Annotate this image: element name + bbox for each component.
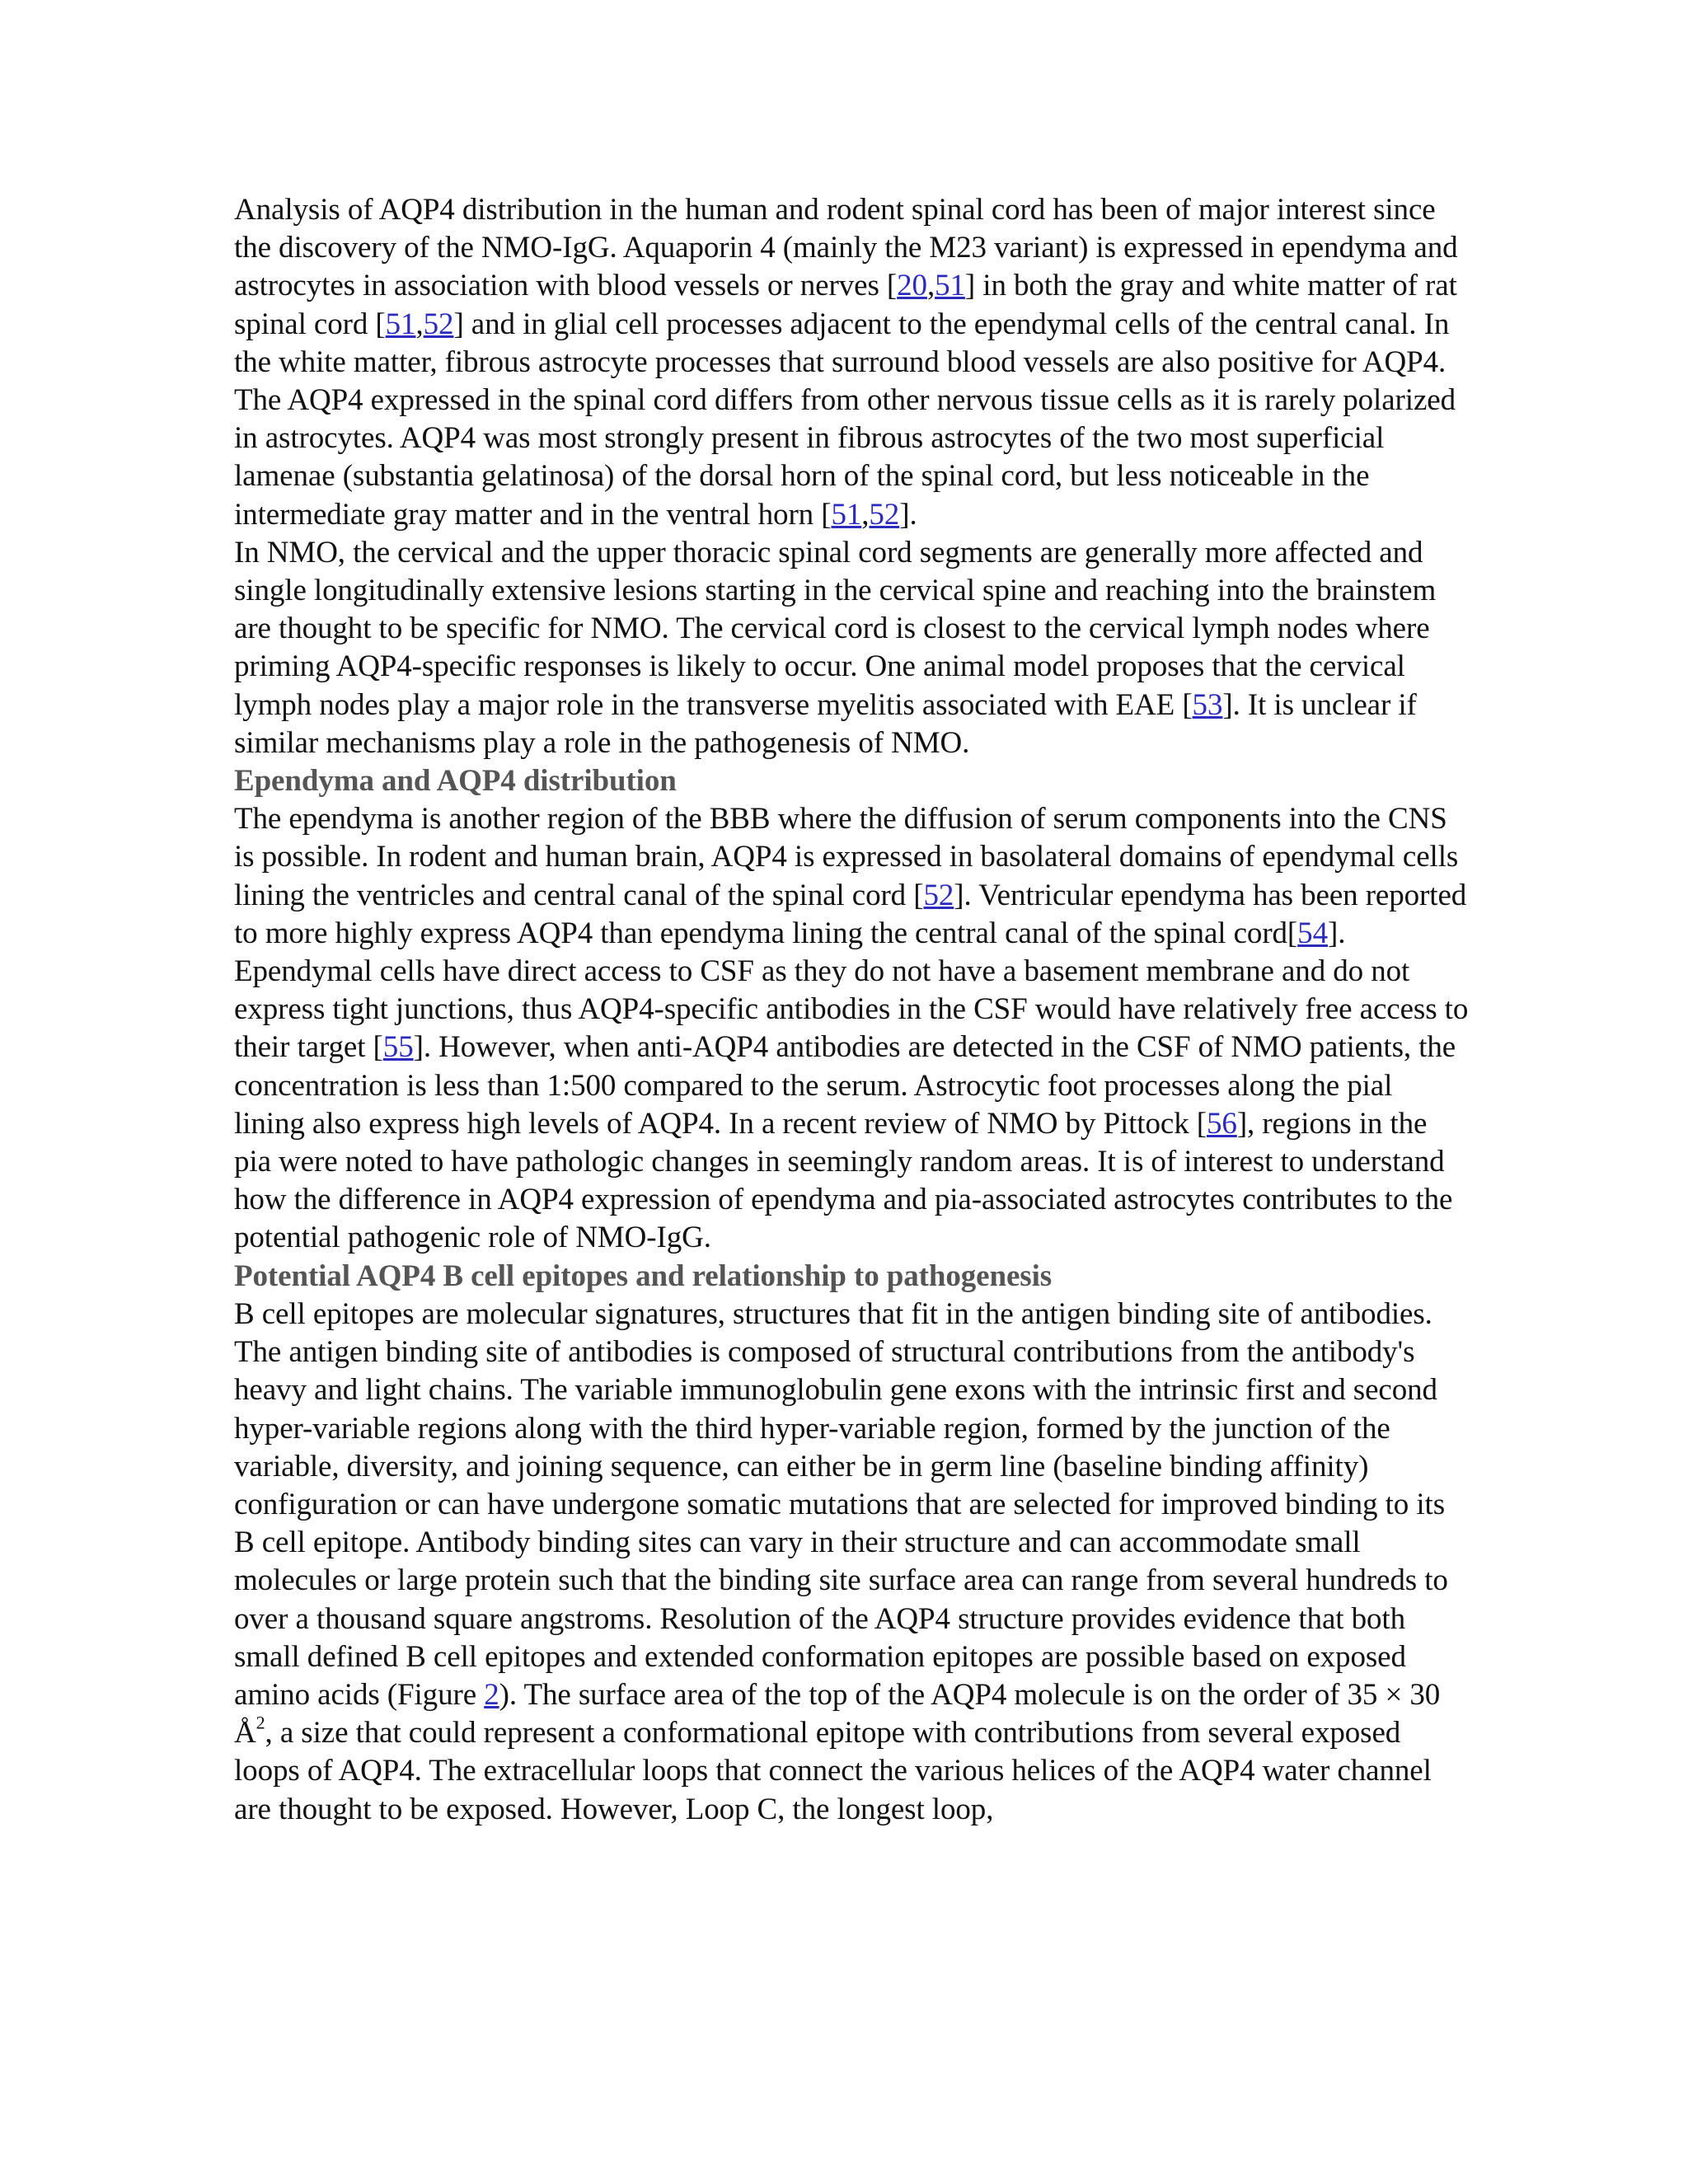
body-paragraph (234, 1296, 1470, 1829)
paragraph-text: , (861, 497, 870, 532)
body-paragraph (234, 534, 1470, 762)
citation-link[interactable]: 2 (484, 1677, 499, 1712)
paragraph-text: , (926, 269, 935, 303)
paragraph-text: ). The surface area of the top of the AQP4 molecule is on the order of 35 × 30 Å (234, 1677, 1441, 1750)
section-heading (234, 762, 1470, 800)
superscript: 2 (256, 1712, 265, 1733)
citation-link[interactable]: 51 (935, 269, 965, 303)
paragraph-text: ]. Ventricular ependyma has been reported to more highly express AQP4 than ependyma lining the central canal of the spinal cord[ (234, 878, 1467, 950)
heading-text: Ependyma and AQP4 distribution (234, 764, 677, 799)
body-paragraph (234, 191, 1470, 534)
paragraph-text: ], regions in the pia were noted to have pathologic changes in seemingly random areas. It is of interest to understand how the difference in AQP4 expression of ependyma and pia-associated astrocytes contributes to the potential pathogenic role of NMO-IgG. (234, 1106, 1453, 1255)
section-heading (234, 1258, 1470, 1296)
paragraph-text: ]. It is unclear if similar mechanisms play a role in the pathogenesis of NMO. (234, 687, 1417, 760)
citation-link[interactable]: 54 (1297, 916, 1328, 950)
paragraph-text: ]. (899, 497, 917, 532)
citation-link[interactable]: 51 (385, 307, 416, 341)
citation-link[interactable]: 51 (831, 497, 862, 532)
citation-link[interactable]: 53 (1192, 687, 1223, 722)
citation-link[interactable]: 52 (869, 497, 900, 532)
paragraph-text: ]. Ependymal cells have direct access to CSF as they do not have a basement membrane and do not express tight junctions, thus AQP4-specific antibodies in the CSF would have relatively free access to their target [ (234, 916, 1469, 1065)
citation-link[interactable]: 52 (423, 307, 454, 341)
paragraph-text: ] in both the gray and white matter of rat spinal cord [ (234, 269, 1457, 341)
citation-link[interactable]: 20 (897, 269, 927, 303)
body-paragraph (234, 800, 1470, 1257)
citation-link[interactable]: 56 (1207, 1106, 1237, 1141)
paragraph-text: Analysis of AQP4 distribution in the human and rodent spinal cord has been of major interest since the discovery of the NMO-IgG. Aquaporin 4 (mainly the M23 variant) is expressed in ependyma and astrocytes in association with blood vessels or nerves [ (234, 193, 1458, 303)
paragraph-text: , (415, 307, 424, 341)
paragraph-text: The ependyma is another region of the BBB where the diffusion of serum components into the CNS is possible. In rodent and human brain, AQP4 is expressed in basolateral domains of ependymal cells lining the ventricles and central canal of the spinal cord [ (234, 802, 1459, 912)
paragraph-text: ] and in glial cell processes adjacent to the ependymal cells of the central canal. In the white matter, fibrous astrocyte processes that surround blood vessels are also positive for AQP4. The AQP4 expressed in the spinal cord differs from other nervous tissue cells as it is rarely polarized in astrocytes. AQP4 was most strongly present in fibrous astrocytes of the two most superficial lamenae (substantia gelatinosa) of the dorsal horn of the spinal cord, but less noticeable in the intermediate gray matter and in the ventral horn [ (234, 307, 1456, 532)
heading-text: Potential AQP4 B cell epitopes and relationship to pathogenesis (234, 1258, 1053, 1293)
paragraph-text: B cell epitopes are molecular signatures, structures that fit in the antigen binding site of antibodies. The antigen binding site of antibodies is composed of structural contributions from the antibody's heavy and light chains. The variable immunoglobulin gene exons with the intrinsic first and second hyper-variable regions along with the third hyper-variable region, formed by the junction of the variable, diversity, and joining sequence, can either be in germ line (baseline binding affinity) configuration or can have undergone somatic mutations that are selected for improved binding to its B cell epitope. Antibody binding sites can vary in their structure and can accommodate small molecules or large protein such that the binding site surface area can range from several hundreds to over a thousand square angstroms. Resolution of the AQP4 structure provides evidence that both small defined B cell epitopes and extended conformation epitopes are possible based on exposed amino acids (Figure (234, 1296, 1448, 1712)
citation-link[interactable]: 52 (923, 878, 954, 912)
citation-link[interactable]: 55 (382, 1030, 414, 1065)
article-body (234, 191, 1470, 1829)
paragraph-text: In NMO, the cervical and the upper thoracic spinal cord segments are generally more affected and single longitudinally extensive lesions starting in the cervical spine and reaching into the brainstem are thought to be specific for NMO. The cervical cord is closest to the cervical lymph nodes where priming AQP4-specific responses is likely to occur. One animal model proposes that the cervical lymph nodes play a major role in the transverse myelitis associated with EAE [ (234, 535, 1437, 722)
paragraph-text: ]. However, when anti-AQP4 antibodies are detected in the CSF of NMO patients, the concentration is less than 1:500 compared to the serum. Astrocytic foot processes along the pial lining also express high levels of AQP4. In a recent review of NMO by Pittock [ (234, 1030, 1456, 1141)
paragraph-text: , a size that could represent a conformational epitope with contributions from several exposed loops of AQP4. The extracellular loops that connect the various helices of the AQP4 water channel are thought to be exposed. However, Loop C, the longest loop, (234, 1716, 1432, 1826)
